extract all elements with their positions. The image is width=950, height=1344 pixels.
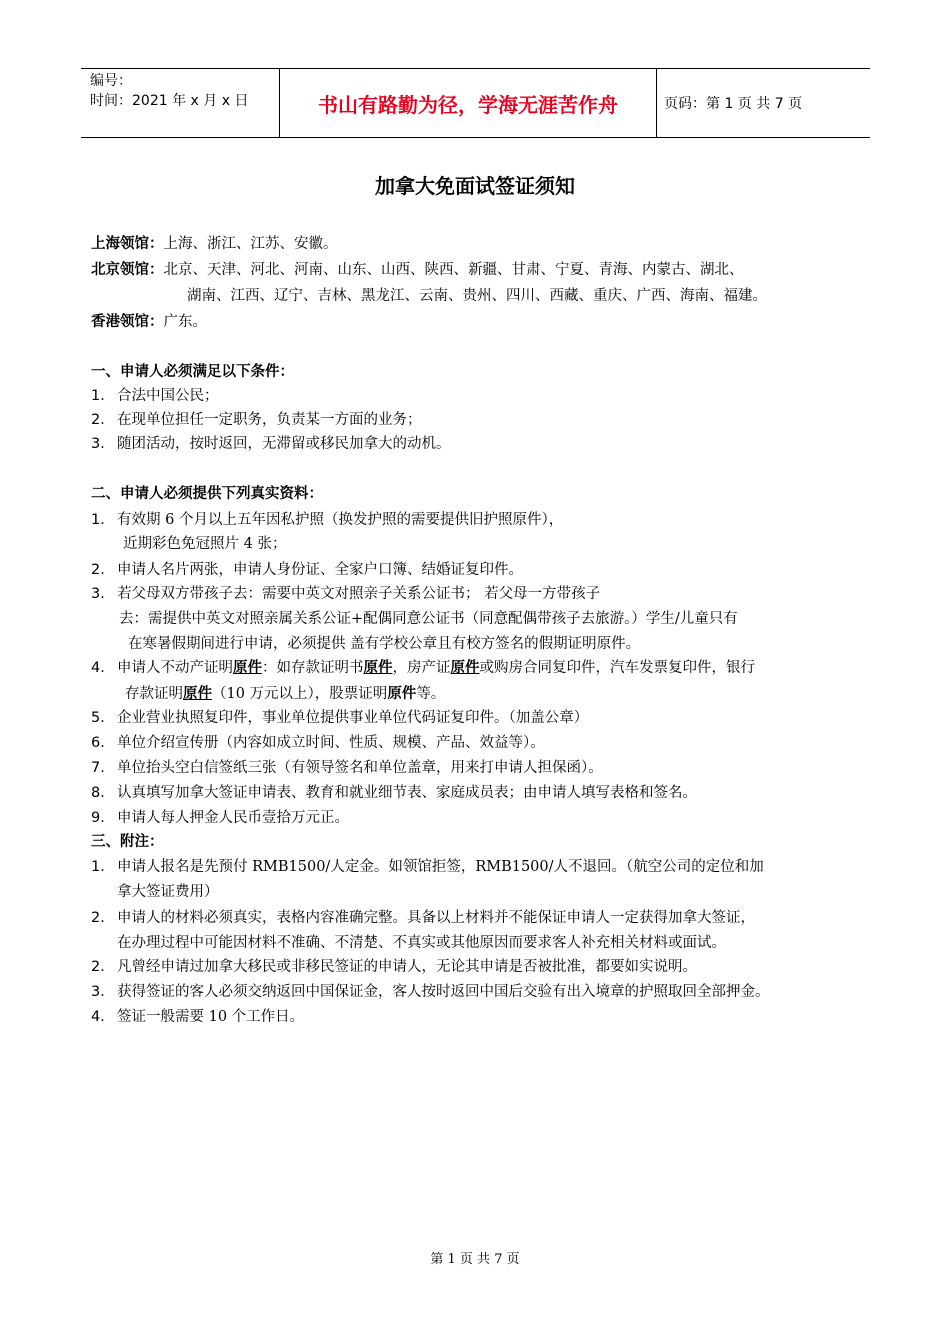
motto: 书山有路勤为径，学海无涯苦作舟: [280, 69, 657, 137]
list-item: 3． 随团活动，按时返回，无滞留或移民加拿大的动机。: [91, 436, 451, 452]
page-footer: 第 1 页 共 7 页: [430, 1252, 520, 1267]
list-item-cont: 在办理过程中可能因材料不准确、不清楚、不真实或其他原因而要求客人补充相关材料或面试。: [117, 935, 726, 951]
list-item: 1． 申请人报名是先预付 RMB1500/人定金。如领馆拒签，RMB1500/人不退回。（航空公司的定位和加: [91, 859, 764, 875]
consulate-beijing-cont: 湖南、江西、辽宁、吉林、黑龙江、云南、贵州、四川、西藏、重庆、广西、海南、福建。: [187, 288, 767, 304]
section3-heading: 三、附注：: [91, 834, 164, 850]
section1-heading: 一、申请人必须满足以下条件：: [91, 364, 294, 380]
document-title: 加拿大免面试签证须知: [375, 174, 575, 198]
list-item: 7． 单位抬头空白信签纸三张（有领导签名和单位盖章，用来打申请人担保函）。: [91, 760, 603, 776]
consulate-beijing: 北京领馆：北京、天津、河北、河南、山东、山西、陕西、新疆、甘肃、宁夏、青海、内蒙古、湖北、: [91, 262, 744, 278]
list-item: 1． 有效期 6 个月以上五年因私护照（换发护照的需要提供旧护照原件），: [91, 512, 564, 528]
list-item: 6． 单位介绍宣传册（内容如成立时间、性质、规模、产品、效益等）。: [91, 735, 545, 751]
list-item: 4． 签证一般需要 10 个工作日。: [91, 1009, 305, 1025]
list-item: 5． 企业营业执照复印件，事业单位提供事业单位代码证复印件。（加盖公章）: [91, 710, 589, 726]
consulate-hongkong: 香港领馆：广东。: [91, 314, 207, 330]
list-item: 2． 申请人名片两张，申请人身份证、全家户口簿、结婚证复印件。: [91, 562, 523, 578]
consulate-shanghai: 上海领馆：上海、浙江、江苏、安徽。: [91, 236, 338, 252]
list-item: 8． 认真填写加拿大签证申请表、教育和就业细节表、家庭成员表；由申请人填写表格和签名。: [91, 785, 697, 801]
list-item-cont: 在寒暑假期间进行申请，必须提供 盖有学校公章且有校方签名的假期证明原件。: [128, 636, 641, 652]
list-item-cont: 存款证明原件（10 万元以上），股票证明原件等。: [125, 686, 446, 702]
header-left-cell: [81, 69, 280, 137]
list-item: 2． 凡曾经申请过加拿大移民或非移民签证的申请人，无论其申请是否被批准，都要如实说明。: [91, 959, 697, 975]
list-item-cont: 拿大签证费用）: [117, 884, 219, 900]
list-item-cont: 去：需提供中英文对照亲属关系公证+配偶同意公证书（同意配偶带孩子去旅游。）学生/儿童只有: [119, 611, 738, 627]
section2-heading: 二、申请人必须提供下列真实资料：: [91, 486, 323, 502]
date-label: 时间：2021 年 x 月 x 日: [90, 93, 249, 109]
list-item: 4． 申请人不动产证明原件：如存款证明书原件，房产证原件或购房合同复印件，汽车发票复印件，银行: [91, 660, 755, 676]
header-table: [81, 68, 870, 138]
number-label: 编号：: [90, 73, 132, 89]
list-item: 3． 获得签证的客人必须交纳返回中国保证金，客人按时返回中国后交验有出入境章的护照取回全部押金。: [91, 984, 770, 1000]
list-item: 2． 在现单位担任一定职务，负责某一方面的业务；: [91, 412, 422, 428]
list-item: 1． 合法中国公民；: [91, 388, 219, 404]
list-item: 9． 申请人每人押金人民币壹拾万元正。: [91, 810, 349, 826]
list-item-cont: 近期彩色免冠照片 4 张；: [123, 536, 287, 552]
page-info: 页码：第 1 页 共 7 页: [664, 96, 803, 112]
list-item: 2． 申请人的材料必须真实，表格内容准确完整。具备以上材料并不能保证申请人一定获得加拿大签证，: [91, 910, 755, 926]
list-item: 3． 若父母双方带孩子去：需要中英文对照亲子关系公证书； 若父母一方带孩子: [91, 586, 601, 602]
